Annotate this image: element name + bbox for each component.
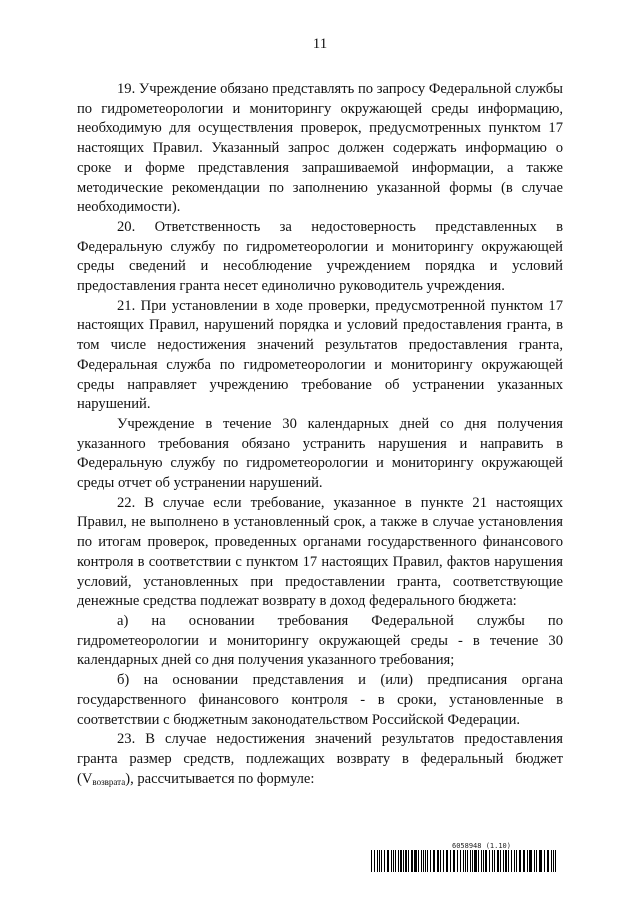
barcode-icon [371, 850, 559, 872]
paragraph-19: 19. Учреждение обязано представлять по запросу Федеральной службы по гидрометеорологии и мониторингу окружающей среды информацию, необходимую для осуществления проверок, предусмотренных пунктом 17 настоящих Правил. Указанный запрос должен содержать информацию о сроке и форме представления запрашиваемой информации, а также методические рекомендации по заполнению указанной формы (в случае необходимости). [77, 81, 563, 216]
barcode-label: 6058948 (1.10) [451, 842, 511, 850]
paragraph-22: 22. В случае если требование, указанное в пункте 21 настоящих Правил, не выполнено в установленный срок, а также в случае установления по итогам проверок, проведенных органами государственного финансового контроля в соответствии с пунктом 17 настоящих Правил, фактов нарушения условий, установленных при предоставлении гранта, соответствующие денежные средства подлежат возврату в доход федерального бюджета: [77, 494, 563, 610]
page-number: 11 [312, 36, 328, 52]
paragraph-22-a: а) на основании требования Федеральной службы по гидрометеорологии и мониторингу окружающей среды - в течение 30 календарных дней со дня получения указанного требования; [77, 612, 563, 669]
paragraph-23-subscript: возврата [92, 776, 126, 787]
paragraph-22-b: б) на основании представления и (или) предписания органа государственного финансового контроля - в сроки, установленные в соответствии с бюджетным законодательством Российской Федерации. [77, 672, 563, 728]
paragraph-23-text-before: 23. В случае недостижения значений результатов предоставления гранта размер средств, подлежащих возврату в федеральный бюджет (V [77, 731, 563, 787]
paragraph-21-continuation: Учреждение в течение 30 календарных дней со дня получения указанного требования обязано устранить нарушения и направить в Федеральную службу по гидрометеорологии и мониторингу окружающей среды отчет об устранении нарушений. [77, 415, 563, 492]
paragraph-20: 20. Ответственность за недостоверность представленных в Федеральную службу по гидрометеорологии и мониторингу окружающей среды сведений и несоблюдение учреждением порядка и условий предоставления гранта несет единолично руководитель учреждения. [77, 218, 563, 295]
paragraph-23-text-after: ), рассчитывается по формуле: [125, 770, 315, 787]
barcode-block [371, 842, 559, 872]
paragraph-23 [77, 730, 563, 789]
document-body [77, 80, 563, 789]
paragraph-21: 21. При установлении в ходе проверки, предусмотренной пунктом 17 настоящих Правил, нарушений порядка и условий предоставления гранта, в том числе недостижения значений результатов предоставления гранта, Федеральная служба по гидрометеорологии и мониторингу окружающей среды направляет учреждению требование об устранении указанных нарушений. [77, 297, 563, 413]
